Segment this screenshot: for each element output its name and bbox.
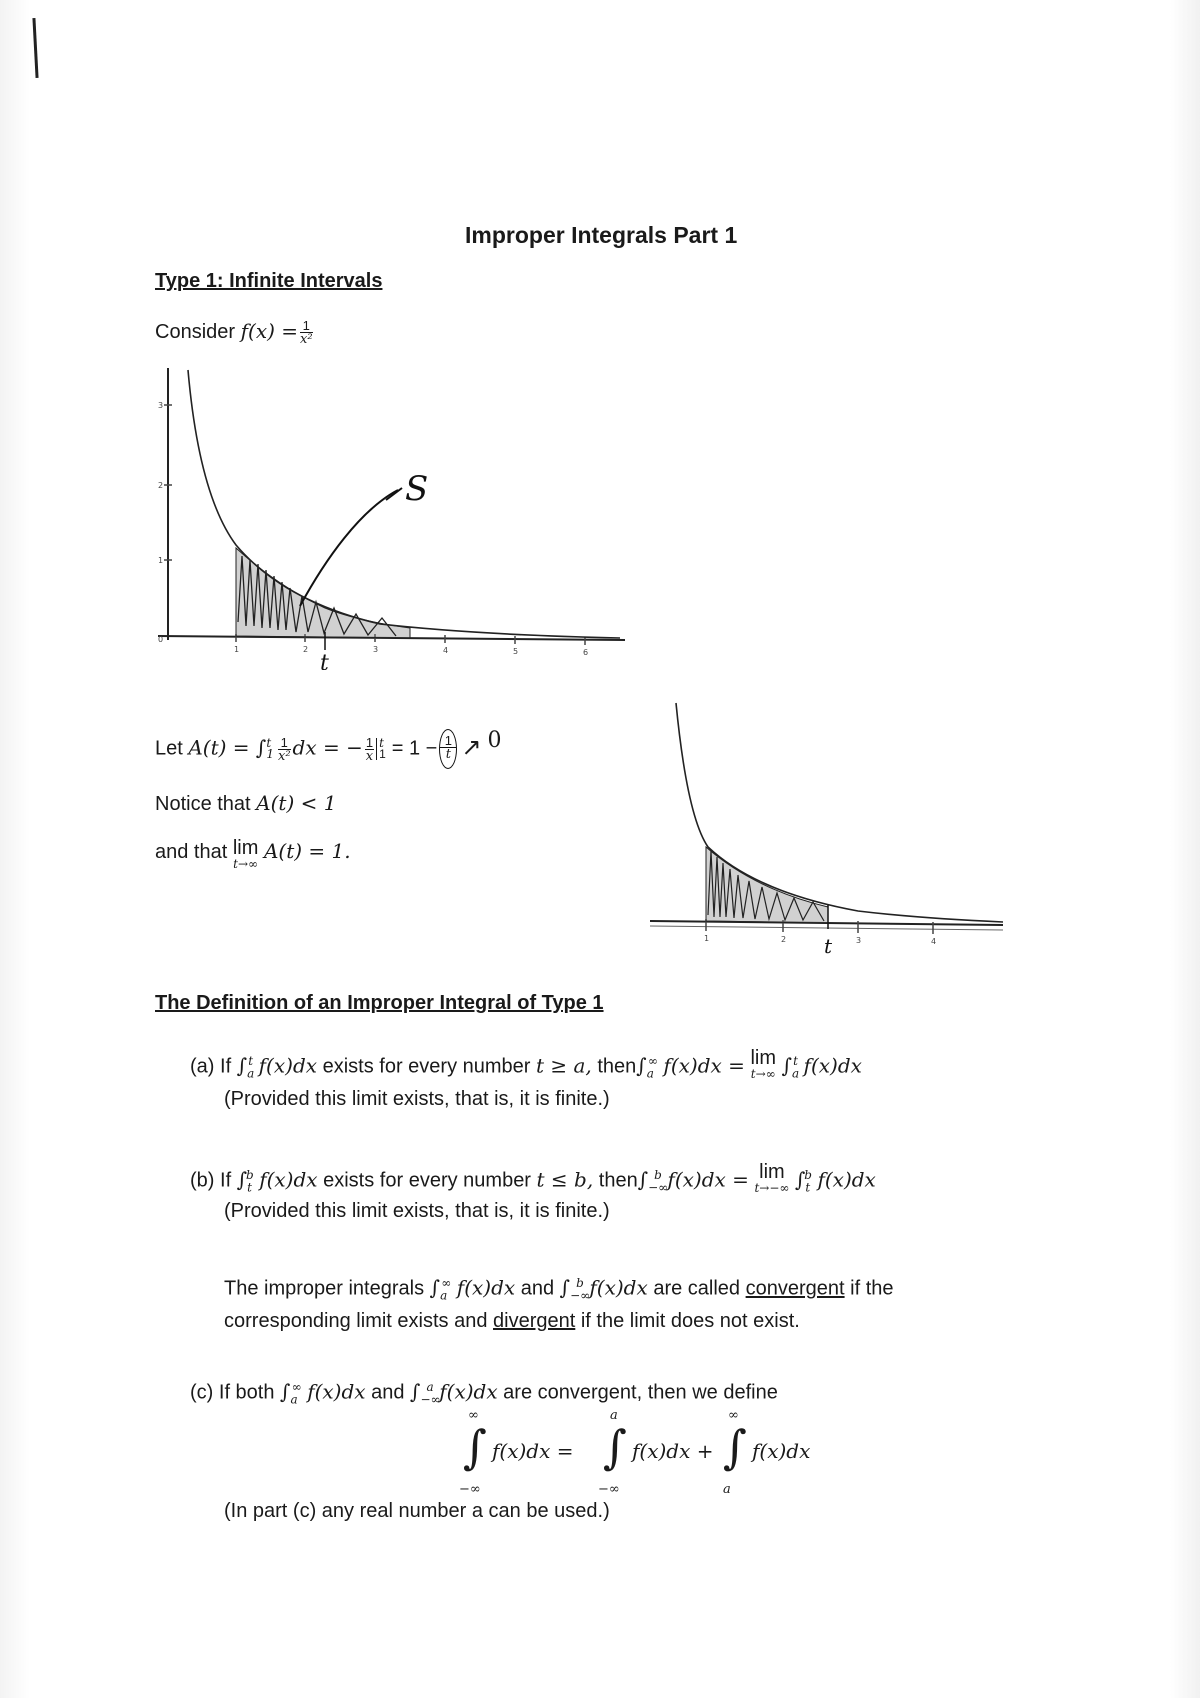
graph1-ytick-1: 1 bbox=[158, 556, 164, 565]
graph2-label-t: t bbox=[824, 934, 833, 958]
definition-part-a: (a) If $\int_a^t$ f(x)dx exists for every number t ≥ a, $then\int_a^\infty$ f(x)dx = lim t→∞ $\int_a^t$ f(x)dx bbox=[190, 1047, 862, 1081]
consider-fx: f(x) = bbox=[240, 319, 299, 343]
part-b-integral-3: ∫ bbox=[794, 1167, 806, 1192]
eq-integral-left: ∫ bbox=[463, 1420, 487, 1474]
part-c-note: (In part (c) any real number a can be used.) bbox=[224, 1500, 610, 1522]
graph1-arrow-to-s bbox=[300, 490, 398, 606]
graph1-xtick-4: 4 bbox=[443, 646, 449, 655]
evaluation-bar: t 1 bbox=[376, 738, 386, 760]
notice-text: Notice that bbox=[155, 793, 257, 815]
definition-heading: The Definition of an Improper Integral of Type 1 bbox=[155, 992, 604, 1014]
and-text: and that bbox=[155, 841, 233, 863]
graph1-xtick-5: 5 bbox=[513, 647, 519, 656]
graph1-tick-marks bbox=[164, 405, 585, 645]
eq-left: f(x)dx = bbox=[492, 1439, 574, 1463]
page-title: Improper Integrals Part 1 bbox=[465, 222, 738, 248]
convergent-definition-line1: The improper integrals $\int_a^\infty$ f(x)dx and $\int_{-\infty}^b$ f(x)dx are called convergent if the bbox=[224, 1275, 894, 1303]
graph-1 bbox=[150, 360, 630, 670]
area-integrand-fraction: $\frac{1}{\text{x²}}$ bbox=[277, 734, 291, 764]
graph2-xtick-4: 4 bbox=[931, 937, 937, 946]
convergent-term: convergent bbox=[745, 1277, 845, 1300]
part-a-integral-3: ∫ bbox=[781, 1053, 792, 1078]
limit-expr: A(t) = 1. bbox=[263, 839, 351, 863]
graph2-x-axis-double bbox=[650, 926, 1003, 930]
consider-line bbox=[155, 318, 315, 346]
graph1-ytick-2: 2 bbox=[158, 481, 164, 490]
limit-operator: lim t→∞ bbox=[232, 837, 259, 871]
section-heading-type1: Type 1: Infinite Intervals bbox=[155, 270, 383, 292]
limit-line bbox=[155, 838, 351, 870]
graph1-arrow-tip bbox=[386, 488, 402, 500]
part-a-note: (Provided this limit exists, that is, it is finite.) bbox=[224, 1088, 610, 1110]
area-expr: A(t) = ∫ bbox=[188, 735, 267, 760]
graph1-axes bbox=[158, 368, 625, 640]
part-b-integral-1: ∫ bbox=[236, 1167, 248, 1192]
antiderivative-fraction: $\frac{1}{x}$ bbox=[365, 734, 374, 764]
part-a-integral-1: ∫ bbox=[236, 1053, 248, 1078]
part-b-note: (Provided this limit exists, that is, it is finite.) bbox=[224, 1200, 610, 1222]
part-b-limit: lim t→−∞ bbox=[754, 1161, 790, 1195]
graph2-xtick-2: 2 bbox=[781, 935, 787, 944]
area-int-limits: t 1 bbox=[266, 736, 274, 762]
graph2-xtick-1: 1 bbox=[704, 934, 710, 943]
graph1-ytick-0: 0 bbox=[158, 635, 164, 644]
graph1-xtick-6: 6 bbox=[583, 648, 589, 657]
part-c-label: (c) bbox=[190, 1381, 214, 1404]
graph1-xtick-3: 3 bbox=[373, 645, 379, 654]
graph1-label-t: t bbox=[320, 651, 329, 670]
convergent-definition-line2: corresponding limit exists and divergent if the limit does not exist. bbox=[224, 1310, 800, 1332]
handwritten-arrow: ↗ bbox=[461, 733, 482, 761]
graph1-xtick-2: 2 bbox=[303, 645, 309, 654]
graph1-ytick-3: 3 bbox=[158, 401, 164, 410]
consider-fraction: $\frac{1}{\text{x²}}$ bbox=[300, 318, 313, 348]
part-b-if: If bbox=[220, 1169, 237, 1192]
let-text: Let bbox=[155, 737, 189, 760]
eq-right: f(x)dx bbox=[752, 1439, 811, 1463]
part-a-limit: lim t→∞ bbox=[750, 1047, 777, 1081]
area-dx: dx = − bbox=[292, 735, 363, 760]
eq-integral-right: ∫ bbox=[723, 1420, 747, 1474]
graph2-xtick-3: 3 bbox=[856, 936, 862, 945]
definition-part-c: (c) If both $\int_a^\infty$ f(x)dx and $\int_{-\infty}^a$ f(x)dx are convergent, then we define bbox=[190, 1379, 778, 1407]
eq-mid: f(x)dx + bbox=[632, 1439, 714, 1463]
graph1-xtick-1: 1 bbox=[234, 645, 240, 654]
part-b-label: (b) bbox=[190, 1169, 215, 1192]
definition-part-b: (b) If $\int_t^b$ f(x)dx exists for every number t ≤ b, $then\int_{-\infty}^b$ f(x)dx = lim t→−∞ $\int_t^b$ f(x)dx bbox=[190, 1161, 876, 1195]
part-a-label: (a) bbox=[190, 1055, 215, 1078]
part-a-integral-2: ∫ bbox=[636, 1053, 647, 1078]
handwritten-zero: 0 bbox=[487, 728, 502, 753]
area-function-line bbox=[155, 728, 501, 769]
notice-expr: A(t) < 1 bbox=[256, 791, 337, 815]
area-result: = 1 − bbox=[391, 737, 438, 760]
part-b-integral-2: ∫ bbox=[637, 1167, 649, 1192]
divergent-term: divergent bbox=[493, 1310, 576, 1332]
graph-2 bbox=[648, 695, 1008, 965]
consider-prefix: Consider bbox=[155, 321, 241, 343]
graph1-label-s: S bbox=[405, 469, 429, 509]
notice-line bbox=[155, 790, 336, 817]
part-a-if: If bbox=[220, 1055, 237, 1078]
circled-one-over-t: $\frac{1}{t}$ bbox=[439, 729, 457, 769]
eq-integral-mid: ∫ bbox=[603, 1420, 627, 1474]
